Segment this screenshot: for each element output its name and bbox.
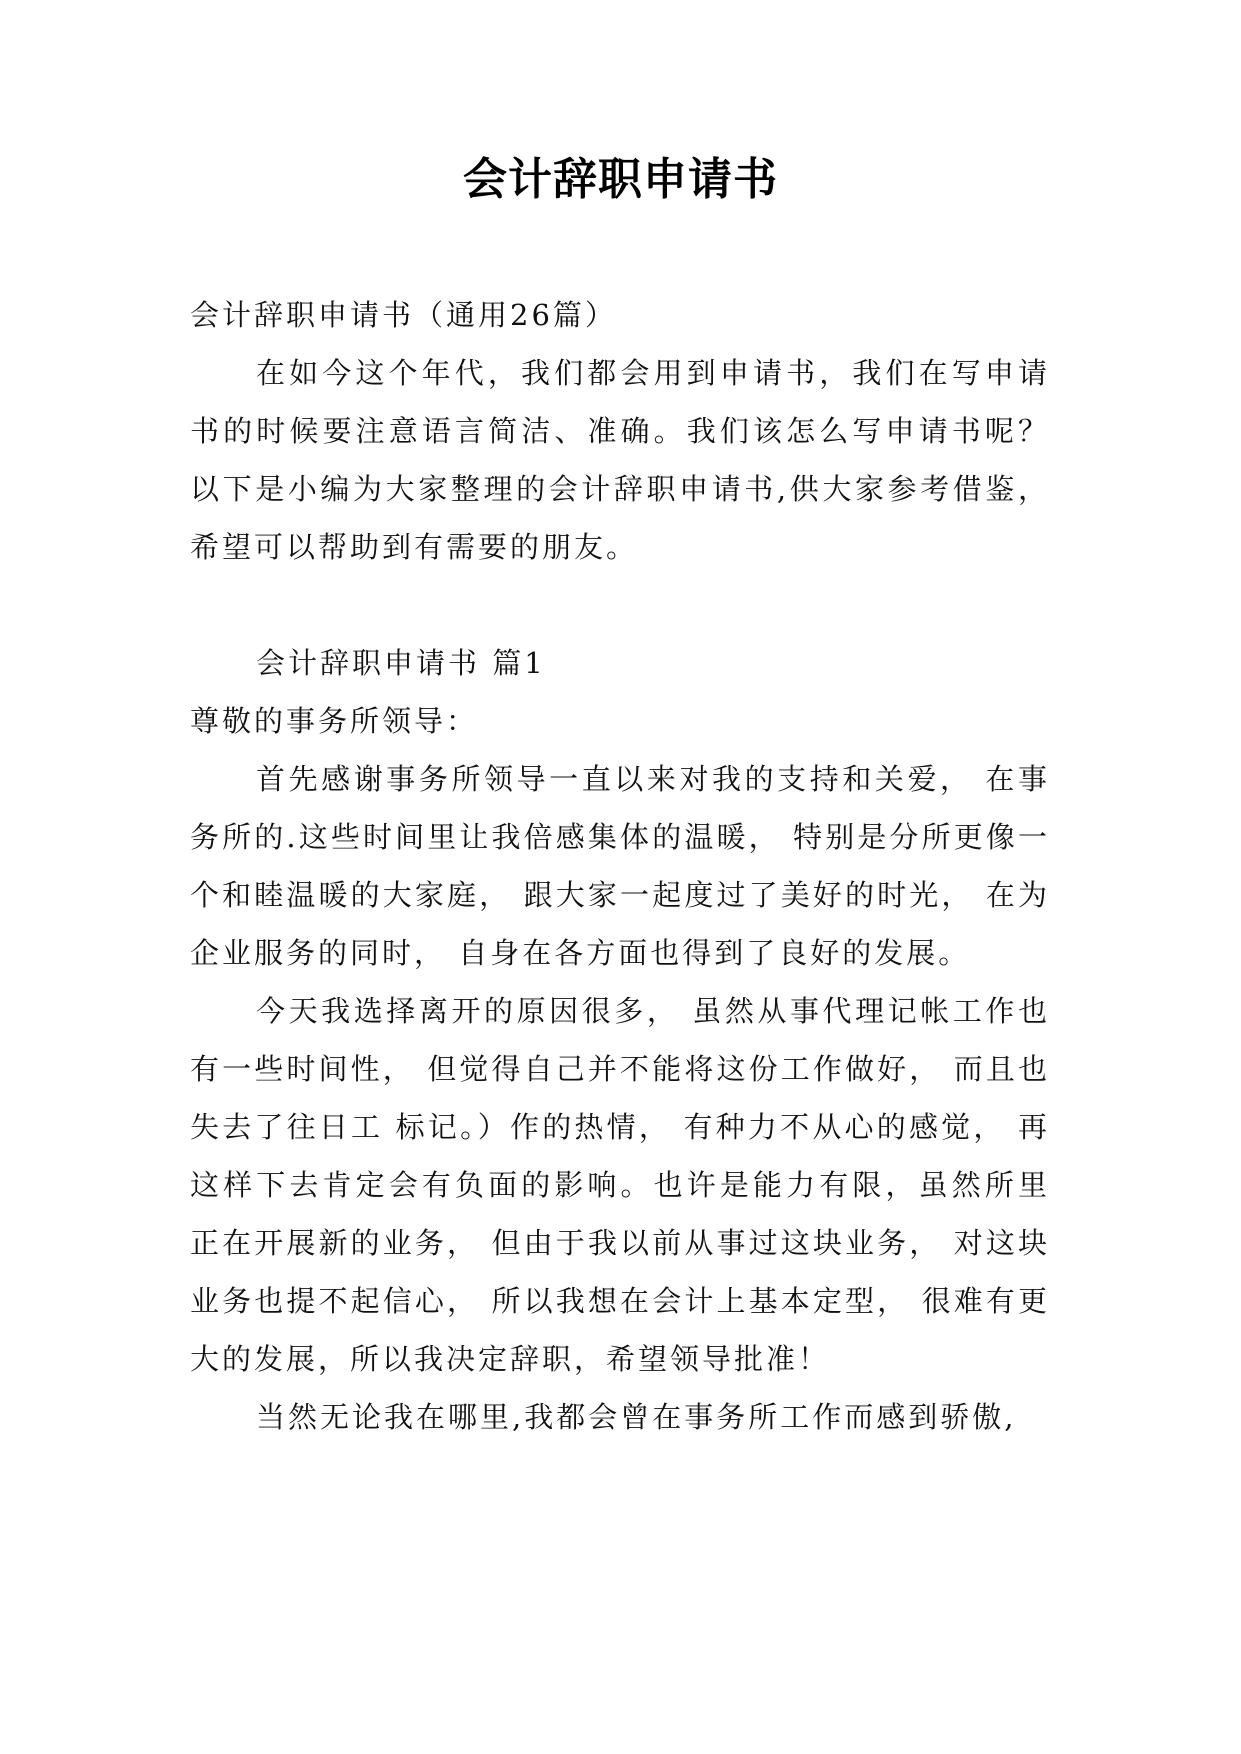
document-body xyxy=(190,286,1050,1446)
intro-paragraph: 在如今这个年代，我们都会用到申请书，我们在写申请书的时候要注意语言简洁、准确。我们该怎么写申请书呢？以下是小编为大家整理的会计辞职申请书,供大家参考借鉴，希望可以帮助到有需要的朋友。 xyxy=(190,356,1050,564)
body-paragraph-2: 今天我选择离开的原因很多， 虽然从事代理记帐工作也有一些时间性， 但觉得自己并不能将这份工作做好， 而且也失去了往日工 标记。）作的热情， 有种力不从心的感觉， 再这样下去肯定会有负面的影响。也许是能力有限，虽然所里正在开展新的业务， 但由于我以前从事过这块业务， 对这块业务也提不起信心， 所以我想在会计上基本定型， 很难有更大的发展，所以我决定辞职，希望领导批准！ xyxy=(190,994,1050,1376)
body-paragraph-3: 当然无论我在哪里,我都会曾在事务所工作而感到骄傲, xyxy=(256,1400,1017,1434)
salutation: 尊敬的事务所领导： xyxy=(190,704,479,738)
document-subtitle: 会计辞职申请书（通用26篇） xyxy=(190,298,617,332)
body-paragraph-1: 首先感谢事务所领导一直以来对我的支持和关爱， 在事务所的.这些时间里让我倍感集体的温暖， 特别是分所更像一个和睦温暖的大家庭， 跟大家一起度过了美好的时光， 在为企业服务的同时， 自身在各方面也得到了良好的发展。 xyxy=(190,762,1050,970)
section-spacer xyxy=(190,576,1050,634)
document-title: 会计辞职申请书 xyxy=(463,154,778,205)
section-heading: 会计辞职申请书 篇1 xyxy=(256,646,546,680)
